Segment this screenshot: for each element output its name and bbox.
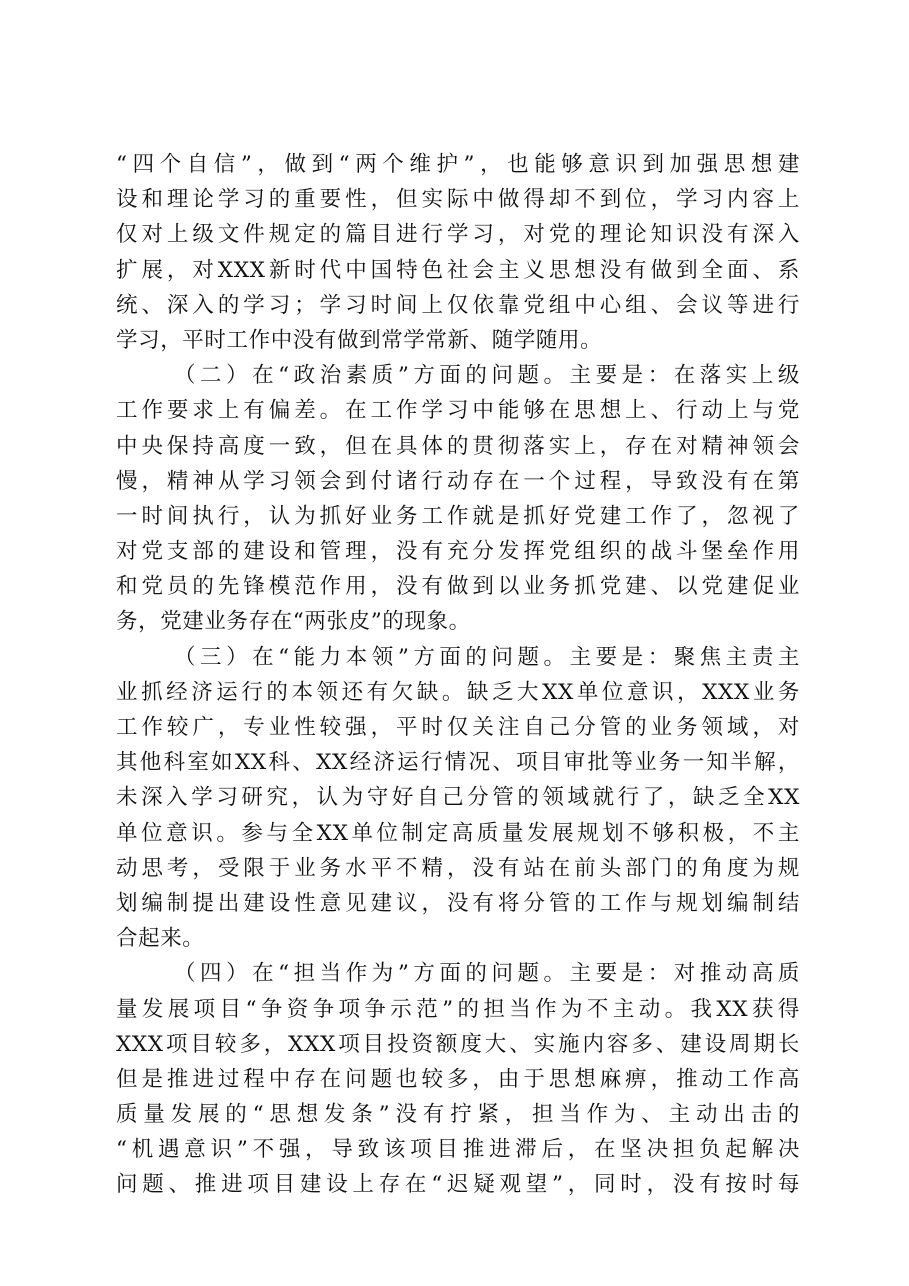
text-line: 和党员的先锋模范作用，没有做到以业务抓党建、以党建促业	[116, 574, 800, 600]
document-body	[116, 147, 800, 1203]
text-line: 单位意识。参与全XX单位制定高质量发展规划不够积极，不主	[116, 820, 800, 846]
text-line: “四个自信”，做到“两个维护”，也能够意识到加强思想建	[116, 152, 800, 177]
section-heading-line: （三）在“能力本领”方面的问题。主要是：聚焦主责主	[174, 644, 800, 670]
text-line: 慢，精神从学习领会到付诸行动存在一个过程，导致没有在第	[116, 468, 800, 494]
text-line: 仅对上级文件规定的篇目进行学习，对党的理论知识没有深入	[116, 222, 800, 248]
text-line: 工作要求上有偏差。在工作学习中能够在思想上、行动上与党	[116, 398, 800, 424]
text-line: 未深入学习研究，认为守好自己分管的领域就行了，缺乏全XX	[116, 785, 800, 811]
text-line: 一时间执行，认为抓好业务工作就是抓好党建工作了，忽视了	[116, 503, 800, 529]
text-line: 业抓经济运行的本领还有欠缺。缺乏大XX单位意识，XXX业务	[116, 679, 800, 705]
text-line: 质量发展的“思想发条”没有拧紧，担当作为、主动出击的	[116, 1102, 800, 1128]
text-line: 但是推进过程中存在问题也较多，由于思想麻痹，推动工作高	[116, 1066, 800, 1092]
text-line: 学习，平时工作中没有做到常学常新、随学随用。	[116, 327, 603, 353]
text-line: 工作较广，专业性较强，平时仅关注自己分管的业务领域，对	[116, 715, 800, 740]
text-line: 划编制提出建设性意见建议，没有将分管的工作与规划编制结	[116, 890, 800, 916]
text-line: 对党支部的建设和管理，没有充分发挥党组织的战斗堡垒作用	[116, 539, 800, 565]
text-line: 统、深入的学习；学习时间上仅依靠党组中心组、会议等进行	[116, 292, 800, 318]
text-line: 其他科室如XX科、XX经济运行情况、项目审批等业务一知半解，	[116, 750, 800, 776]
text-line: 量发展项目“争资争项争示范”的担当作为不主动。我XX获得	[116, 996, 800, 1022]
text-line: 合起来。	[116, 926, 205, 952]
text-line: 中央保持高度一致，但在具体的贯彻落实上，存在对精神领会	[116, 433, 800, 459]
text-line: 动思考，受限于业务水平不精，没有站在前头部门的角度为规	[116, 855, 800, 881]
text-line: 设和理论学习的重要性，但实际中做得却不到位，学习内容上	[116, 187, 800, 213]
text-line: “机遇意识”不强，导致该项目推进滞后，在坚决担负起解决	[116, 1137, 800, 1163]
text-line: 务，党建业务存在“两张皮”的现象。	[116, 609, 471, 635]
section-heading-line: （四）在“担当作为”方面的问题。主要是：对推动高质	[174, 961, 800, 987]
text-line: 扩展，对XXX新时代中国特色社会主义思想没有做到全面、系	[116, 257, 800, 283]
text-line: XXX项目较多，XXX项目投资额度大、实施内容多、建设周期长	[116, 1031, 800, 1057]
text-line: 问题、推进项目建设上存在“迟疑观望”，同时，没有按时每	[116, 1172, 800, 1198]
section-heading-line: （二）在“政治素质”方面的问题。主要是：在落实上级	[174, 363, 800, 389]
